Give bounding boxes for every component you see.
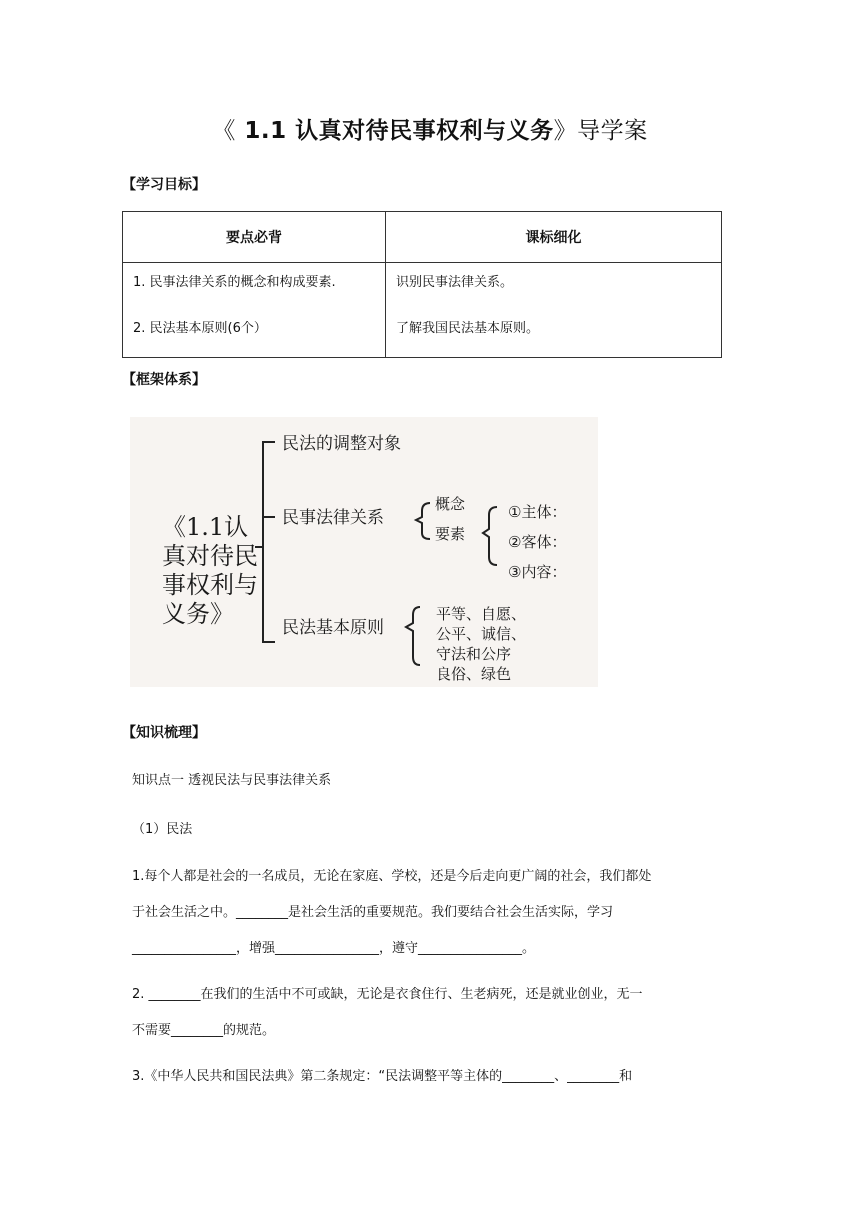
- table-row: [123, 263, 722, 358]
- relation-bracket: [416, 503, 430, 539]
- element-object: ②客体：: [508, 533, 567, 551]
- elements-bracket: [483, 507, 497, 565]
- section-framework-heading: 【框架体系】: [122, 372, 206, 388]
- title-main: 1.1 认真对待民事权利与义务: [235, 118, 554, 144]
- branch-civil-legal-relation: 民事法律关系: [282, 508, 384, 528]
- principles-line-3: 守法和公序: [436, 645, 512, 663]
- section-knowledge-heading: 【知识梳理】: [122, 725, 206, 741]
- table-header-row: [123, 212, 722, 263]
- title-rest: 》导学案: [553, 118, 648, 144]
- paragraph-1-line-3: ________________，增强________________，遵守________________。: [132, 941, 536, 956]
- branch-basic-principles: 民法基本原则: [282, 618, 384, 638]
- paragraph-3-line-1: 3.《中华人民共和国民法典》第二条规定：“民法调整平等主体的________、________和: [132, 1069, 633, 1084]
- goals-table: [122, 211, 722, 358]
- table-cell-standards: [386, 263, 722, 358]
- standard-1: 识别民事法律关系。: [396, 275, 514, 290]
- diagram-root-line-4: 义务》: [162, 600, 234, 628]
- label-elements: 要素: [435, 525, 466, 543]
- principles-line-4: 良俗、绿色: [436, 665, 512, 683]
- element-subject: ①主体：: [508, 503, 567, 521]
- branch-adjustment-object: 民法的调整对象: [282, 434, 401, 454]
- key-point-1: 1. 民事法律关系的概念和构成要素.: [133, 275, 336, 290]
- element-content: ③内容：: [508, 563, 567, 581]
- table-cell-key-points: [123, 263, 386, 358]
- diagram-root-line-3: 事权利与: [162, 571, 258, 599]
- framework-diagram: [130, 417, 598, 687]
- page-title: [0, 112, 860, 145]
- paragraph-2-line-1: 2. ________在我们的生活中不可或缺，无论是衣食住行、生老病死，还是就业创业，无一: [132, 987, 643, 1002]
- principles-line-1: 平等、自愿、: [436, 605, 527, 623]
- key-point-2: 2. 民法基本原则(6个）: [133, 321, 267, 336]
- paragraph-2-line-2: 不需要________的规范。: [132, 1023, 276, 1038]
- label-concept: 概念: [435, 495, 466, 513]
- main-bracket: [255, 442, 275, 642]
- principles-line-2: 公平、诚信、: [436, 625, 527, 643]
- paragraph-1-line-2: 于社会生活之中。________是社会生活的重要规范。我们要结合社会生活实际，学习: [132, 905, 614, 920]
- table-header-standards: 课标细化: [386, 212, 722, 263]
- standard-2: 了解我国民法基本原则。: [396, 321, 540, 336]
- diagram-root-line-1: 《1.1认: [162, 513, 249, 541]
- paragraph-1-line-1: 1.每个人都是社会的一名成员，无论在家庭、学校，还是今后走向更广阔的社会，我们都处: [132, 869, 652, 884]
- knowledge-point-1: 知识点一 透视民法与民事法律关系: [132, 773, 332, 788]
- title-bracket-open: 《: [212, 118, 236, 144]
- section-goals-heading: 【学习目标】: [122, 177, 206, 193]
- subsection-civil-law: （1）民法: [132, 822, 193, 837]
- principles-bracket: [406, 607, 420, 665]
- table-header-key-points: 要点必背: [123, 212, 386, 263]
- framework-diagram-svg: [130, 417, 598, 687]
- diagram-root-line-2: 真对待民: [162, 542, 258, 570]
